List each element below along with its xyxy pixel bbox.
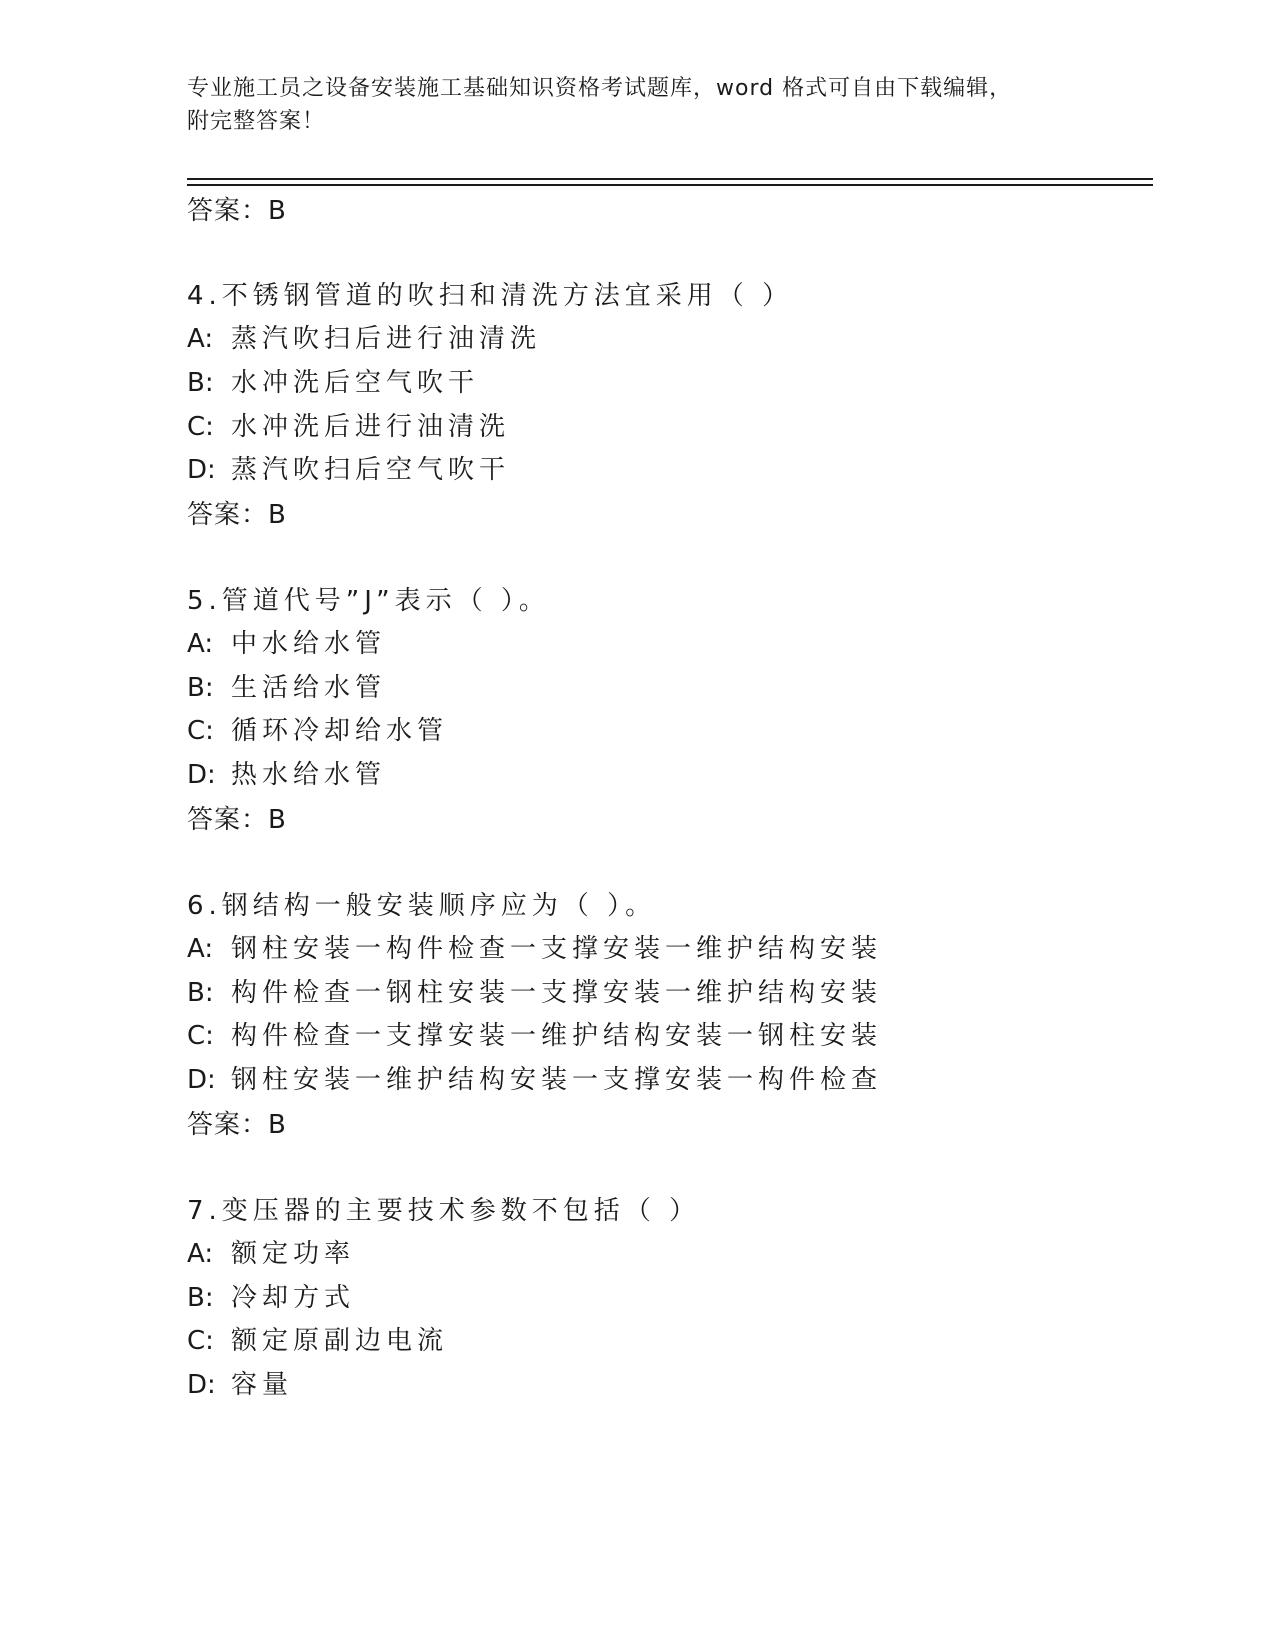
option-letter: D: xyxy=(187,1065,216,1095)
option-text: 热水给水管 xyxy=(231,760,387,790)
header-line-1: 专业施工员之设备安装施工基础知识资格考试题库，word 格式可自由下载编辑， xyxy=(187,76,1013,101)
question-4-stem: 4.不锈钢管道的吹扫和清洗方法宜采用（ ） xyxy=(187,281,794,311)
option-text: 额定功率 xyxy=(231,1239,356,1269)
option-letter: D: xyxy=(187,1370,216,1400)
question-6-answer: 答案：B xyxy=(187,1110,287,1140)
option-text: 构件检查一钢柱安装一支撑安装一维护结构安装 xyxy=(231,978,883,1008)
option-letter: C: xyxy=(187,716,214,746)
option-letter: A: xyxy=(187,934,214,964)
option-letter: B: xyxy=(187,1283,214,1313)
header-line-2: 附完整答案！ xyxy=(187,109,326,134)
question-6-stem: 6.钢结构一般安装顺序应为（ ）。 xyxy=(187,891,657,921)
option-text: 构件检查一支撑安装一维护结构安装一钢柱安装 xyxy=(231,1021,883,1051)
question-7-option-a xyxy=(187,1233,355,1270)
option-text: 循环冷却给水管 xyxy=(231,716,449,746)
option-text: 蒸汽吹扫后空气吹干 xyxy=(231,455,511,485)
option-letter: C: xyxy=(187,1021,214,1051)
question-6-option-d xyxy=(187,1059,882,1096)
question-7-option-c xyxy=(187,1320,448,1357)
option-text: 容量 xyxy=(231,1370,294,1400)
answer-previous: 答案：B xyxy=(187,196,287,226)
header-rule-top xyxy=(187,178,1153,180)
option-letter: C: xyxy=(187,1326,214,1356)
option-letter: D: xyxy=(187,455,216,485)
question-6-option-a xyxy=(187,928,882,965)
option-letter: B: xyxy=(187,368,214,398)
option-text: 蒸汽吹扫后进行油清洗 xyxy=(231,324,542,354)
option-text: 额定原副边电流 xyxy=(231,1326,449,1356)
question-5-option-c xyxy=(187,710,448,747)
question-6-option-c xyxy=(187,1015,882,1052)
question-5-option-b xyxy=(187,667,386,704)
option-letter: C: xyxy=(187,412,214,442)
header-rule-bottom xyxy=(187,184,1153,186)
question-5-option-d xyxy=(187,754,386,791)
question-4-option-d xyxy=(187,449,510,486)
document-header xyxy=(187,72,1087,138)
option-text: 生活给水管 xyxy=(231,673,387,703)
question-4-answer: 答案：B xyxy=(187,500,287,530)
question-7-stem: 7.变压器的主要技术参数不包括（ ） xyxy=(187,1196,701,1226)
option-text: 钢柱安装一维护结构安装一支撑安装一构件检查 xyxy=(231,1065,883,1095)
question-5-stem: 5.管道代号”J”表示（ ）。 xyxy=(187,586,550,616)
question-5-option-a xyxy=(187,623,386,660)
question-7-option-b xyxy=(187,1277,355,1314)
question-6-option-b xyxy=(187,972,882,1009)
option-letter: A: xyxy=(187,629,214,659)
option-letter: D: xyxy=(187,760,216,790)
question-7-option-d xyxy=(187,1364,293,1401)
option-letter: A: xyxy=(187,1239,214,1269)
option-text: 冷却方式 xyxy=(231,1283,356,1313)
option-text: 水冲洗后空气吹干 xyxy=(231,368,480,398)
question-5-answer: 答案：B xyxy=(187,805,287,835)
question-4-option-c xyxy=(187,406,510,443)
option-letter: B: xyxy=(187,673,214,703)
option-letter: A: xyxy=(187,324,214,354)
option-text: 中水给水管 xyxy=(231,629,387,659)
option-text: 水冲洗后进行油清洗 xyxy=(231,412,511,442)
option-text: 钢柱安装一构件检查一支撑安装一维护结构安装 xyxy=(231,934,883,964)
question-4-option-a xyxy=(187,318,541,355)
option-letter: B: xyxy=(187,978,214,1008)
question-4-option-b xyxy=(187,362,479,399)
